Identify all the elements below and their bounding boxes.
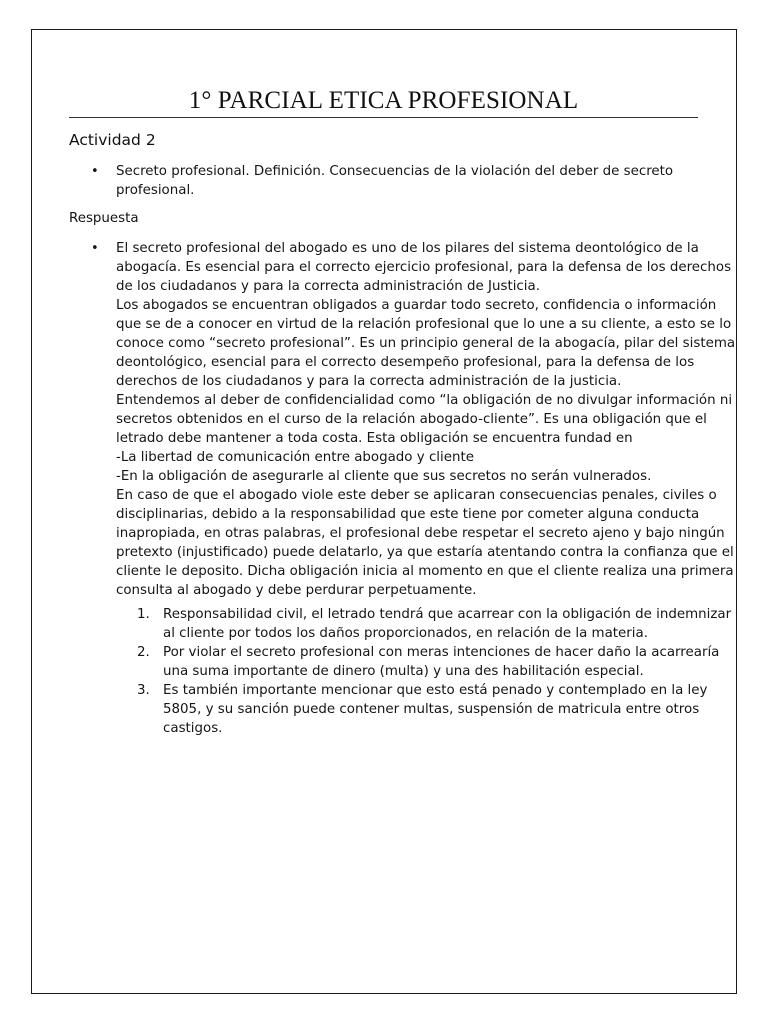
- answer-line: Los abogados se encuentran obligados a guardar todo secreto, confidencia o información: [116, 298, 717, 313]
- answer-line: Entendemos al deber de confidencialidad como “la obligación de no divulgar información ni: [116, 393, 733, 408]
- document-title: 1° PARCIAL ETICA PROFESIONAL: [188, 87, 579, 114]
- list-number: 3.: [137, 683, 150, 698]
- list-number: 2.: [137, 645, 150, 660]
- answer-line: deontológico, esencial para el correcto desempeño profesional, para la defensa de los: [116, 355, 695, 370]
- numbered-line: castigos.: [163, 721, 223, 736]
- bullet-icon: •: [91, 241, 99, 256]
- numbered-item: [137, 643, 720, 681]
- numbered-line: Es también importante mencionar que esto está penado y contemplado en la ley: [163, 683, 708, 698]
- answer-line: letrado debe mantener a toda costa. Esta obligación se encuentra fundad en: [116, 431, 633, 446]
- question-line: Secreto profesional. Definición. Consecuencias de la violación del deber de secreto: [116, 164, 674, 179]
- answer-line: pretexto (injustificado) puede delatarlo, ya que estaría atentando contra la confianza que el: [116, 545, 734, 560]
- answer-line: secretos obtenidos en el curso de la relación abogado-cliente”. Es una obligación que el: [116, 412, 707, 427]
- question-line: profesional.: [116, 183, 195, 198]
- answer-line: consulta al abogado y debe perdurar perpetuamente.: [116, 583, 477, 598]
- numbered-item: [137, 605, 732, 643]
- answer-line: -En la obligación de asegurarle al cliente que sus secretos no serán vulnerados.: [116, 469, 652, 484]
- answer-line: En caso de que el abogado viole este deber se aplicaran consecuencias penales, civiles o: [116, 488, 717, 503]
- answer-line: de los ciudadanos y para la correcta administración de Justicia.: [116, 279, 540, 294]
- bullet-icon: •: [91, 164, 99, 179]
- numbered-line: Responsabilidad civil, el letrado tendrá que acarrear con la obligación de indemnizar: [163, 607, 732, 622]
- numbered-item: [137, 681, 708, 738]
- answer-label: Respuesta: [69, 211, 139, 226]
- answer-line: conoce como “secreto profesional”. Es un principio general de la abogacía, pilar del sistema: [116, 336, 736, 351]
- answer-line: disciplinarias, debido a la responsabilidad que este tiene por cometer alguna conducta: [116, 507, 700, 522]
- activity-heading: Actividad 2: [69, 131, 156, 149]
- answer-item: [91, 239, 736, 600]
- answer-line: que se de a conocer en virtud de la relación profesional que lo une a su cliente, a esto se lo: [116, 317, 732, 332]
- question-item: [91, 162, 700, 200]
- numbered-line: una suma importante de dinero (multa) y una des habilitación especial.: [163, 664, 644, 679]
- answer-line: inapropiada, en otras palabras, el profesional debe respetar el secreto ajeno y bajo ningún: [116, 526, 725, 541]
- numbered-line: 5805, y su sanción puede contener multas, suspensión de matricula entre otros: [163, 702, 700, 717]
- answer-line: derechos de los ciudadanos y para la correcta administración de la justicia.: [116, 374, 622, 389]
- numbered-line: Por violar el secreto profesional con meras intenciones de hacer daño la acarrearía: [163, 645, 720, 660]
- answer-line: abogacía. Es esencial para el correcto ejercicio profesional, para la defensa de los derechos: [116, 260, 732, 275]
- numbered-line: al cliente por todos los daños proporcionados, en relación de la materia.: [163, 626, 648, 641]
- answer-line: -La libertad de comunicación entre abogado y cliente: [116, 450, 474, 465]
- list-number: 1.: [137, 607, 150, 622]
- answer-line: El secreto profesional del abogado es uno de los pilares del sistema deontológico de la: [116, 241, 699, 256]
- answer-line: cliente le deposito. Dicha obligación inicia al momento en que el cliente realiza una primera: [116, 564, 734, 579]
- title-underline: [69, 117, 698, 118]
